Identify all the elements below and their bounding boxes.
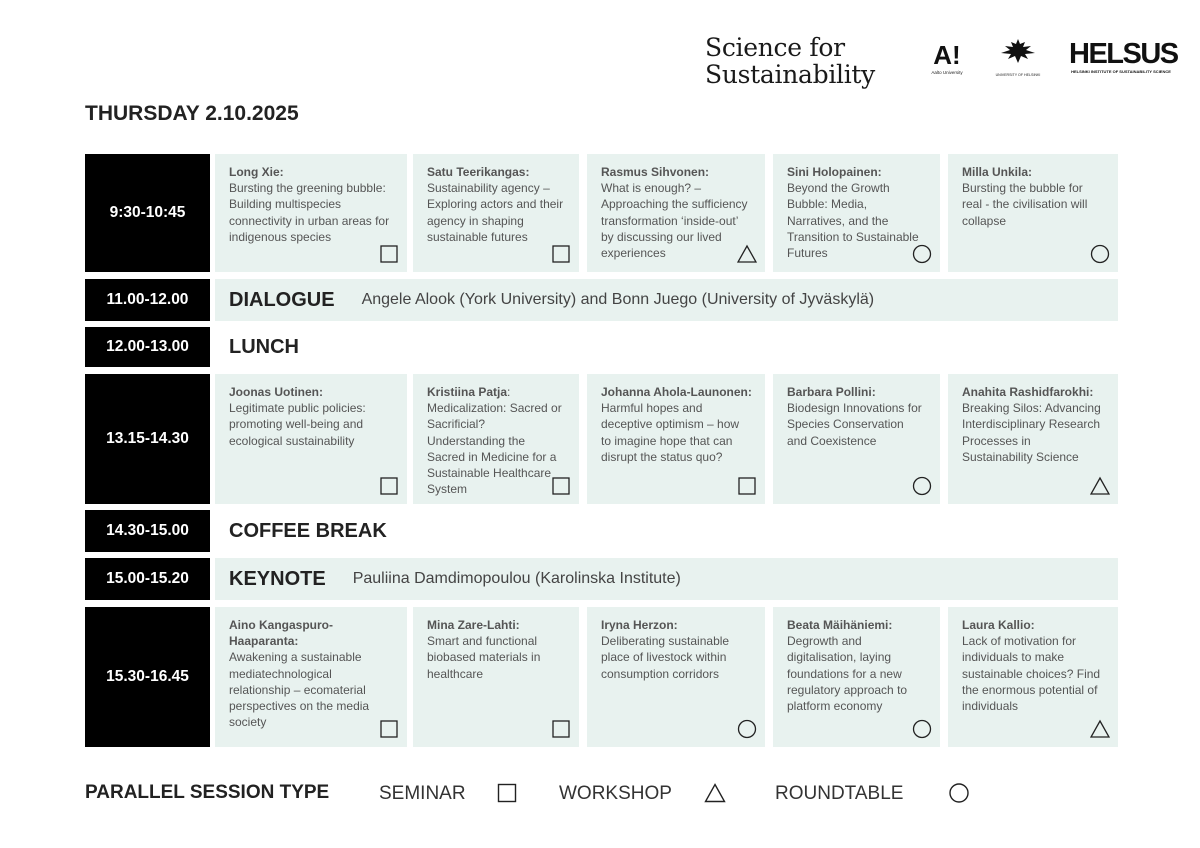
date-title: THURSDAY 2.10.2025 <box>85 102 299 125</box>
plenary-label: LUNCH <box>229 335 299 358</box>
time-slot: 12.00-13.00 <box>85 327 210 367</box>
time-slot: 9:30-10:45 <box>85 154 210 272</box>
plenary-description: Angele Alook (York University) and Bonn Juego (University of Jyväskylä) <box>361 291 875 308</box>
session-type-legend <box>85 780 1085 806</box>
university-of-helsinki-emblem-icon <box>1000 38 1036 64</box>
seminar-square-icon <box>551 719 571 739</box>
seminar-square-icon <box>551 476 571 496</box>
speaker-name: Aino Kangaspuro-Haaparanta: <box>229 618 333 649</box>
speaker-name: Beata Mäihäniemi: <box>787 618 893 632</box>
session-card <box>587 607 765 747</box>
speaker-name: Iryna Herzon: <box>601 618 678 632</box>
roundtable-circle-icon <box>737 719 757 739</box>
session-speaker <box>787 164 930 180</box>
workshop-triangle-icon <box>1090 719 1110 739</box>
time-slot: 14.30-15.00 <box>85 510 210 552</box>
seminar-square-icon <box>737 476 757 496</box>
plenary-band <box>215 327 1118 367</box>
speaker-name: Long Xie: <box>229 165 284 179</box>
roundtable-circle-icon <box>1090 244 1110 264</box>
session-speaker <box>962 617 1108 633</box>
roundtable-circle-icon <box>948 782 970 804</box>
session-card <box>587 154 765 272</box>
session-title: Medicalization: Sacred or Sacrificial? Understanding the Sacred in Medicine for a Sustainable Healthcare System <box>427 401 562 497</box>
plenary-label: DIALOGUE <box>229 288 335 311</box>
speaker-name: Mina Zare-Lahti: <box>427 618 520 632</box>
session-speaker <box>601 164 755 180</box>
session-speaker <box>601 617 755 633</box>
roundtable-circle-icon <box>912 244 932 264</box>
seminar-square-icon <box>379 719 399 739</box>
plenary-label: COFFEE BREAK <box>229 519 387 542</box>
seminar-square-icon <box>496 782 518 804</box>
session-speaker <box>962 164 1108 180</box>
session-title: Biodesign Innovations for Species Conservation and Coexistence <box>787 401 922 448</box>
university-of-helsinki-logo: UNIVERSITY OF HELSINKI <box>994 38 1042 77</box>
session-card <box>773 607 940 747</box>
legend-label-seminar: SEMINAR <box>379 783 466 804</box>
session-card <box>948 154 1118 272</box>
speaker-name: Johanna Ahola-Launonen: <box>601 385 752 399</box>
session-title: Legitimate public policies: promoting well-being and ecological sustainability <box>229 401 366 448</box>
speaker-name: Milla Unkila: <box>962 165 1033 179</box>
workshop-triangle-icon <box>1090 476 1110 496</box>
helsus-logo: HELSUS HELSINKI INSTITUTE OF SUSTAINABILITY SCIENCE <box>1069 38 1178 74</box>
time-slot: 15.00-15.20 <box>85 558 210 600</box>
seminar-square-icon <box>379 244 399 264</box>
session-title: Beyond the Growth Bubble: Media, Narratives, and the Transition to Sustainable Futures <box>787 181 919 261</box>
roundtable-circle-icon <box>912 719 932 739</box>
session-title: Sustainability agency – Exploring actors and their agency in shaping sustainable futures <box>427 181 564 244</box>
session-speaker <box>962 384 1108 400</box>
seminar-square-icon <box>551 244 571 264</box>
session-speaker <box>601 384 755 400</box>
session-speaker <box>427 617 569 633</box>
session-speaker <box>427 384 569 400</box>
speaker-name: Satu Teerikangas: <box>427 165 530 179</box>
workshop-triangle-icon <box>737 244 757 264</box>
legend-label-workshop: WORKSHOP <box>559 783 672 804</box>
speaker-name: Joonas Uotinen: <box>229 385 324 399</box>
session-card <box>773 374 940 504</box>
session-title: Awakening a sustainable mediatechnological relationship – ecomaterial perspectives on the media society <box>229 650 370 730</box>
session-card <box>413 607 579 747</box>
time-slot: 13.15-14.30 <box>85 374 210 504</box>
speaker-name: Laura Kallio: <box>962 618 1035 632</box>
speaker-name: Rasmus Sihvonen: <box>601 165 710 179</box>
session-speaker <box>787 384 930 400</box>
plenary-description: Pauliina Damdimopoulou (Karolinska Institute) <box>352 570 681 587</box>
seminar-square-icon <box>379 476 399 496</box>
speaker-suffix: : <box>507 385 511 399</box>
session-speaker <box>229 384 397 400</box>
session-card <box>587 374 765 504</box>
session-speaker <box>427 164 569 180</box>
session-card <box>215 374 407 504</box>
session-card <box>948 607 1118 747</box>
session-card <box>413 154 579 272</box>
session-title: Lack of motivation for individuals to make sustainable choices? Find the enormous potential of individuals <box>962 634 1101 714</box>
speaker-name: Sini Holopainen: <box>787 165 882 179</box>
plenary-band <box>215 279 1118 321</box>
speaker-name: Kristiina Patja <box>427 385 508 399</box>
legend-title: PARALLEL SESSION TYPE <box>85 782 330 803</box>
time-slot: 11.00-12.00 <box>85 279 210 321</box>
session-card <box>413 374 579 504</box>
plenary-band <box>215 510 1118 552</box>
session-card <box>773 154 940 272</box>
session-speaker <box>787 617 930 633</box>
time-slot: 15.30-16.45 <box>85 607 210 747</box>
session-title: What is enough? – Approaching the sufficiency transformation ‘inside-out’ by discussing our lived experiences <box>601 181 748 261</box>
session-speaker <box>229 164 397 180</box>
session-title: Harmful hopes and deceptive optimism – how to imagine hope that can disrupt the status quo? <box>601 401 740 464</box>
session-card <box>948 374 1118 504</box>
plenary-band <box>215 558 1118 600</box>
session-title: Bursting the bubble for real - the civilisation will collapse <box>962 181 1088 228</box>
roundtable-circle-icon <box>912 476 932 496</box>
session-title: Deliberating sustainable place of livestock within consumption corridors <box>601 634 730 681</box>
legend-label-roundtable: ROUNDTABLE <box>775 783 904 804</box>
session-title: Breaking Silos: Advancing Interdisciplinary Research Processes in Sustainability Science <box>962 401 1101 464</box>
session-card <box>215 154 407 272</box>
session-title: Bursting the greening bubble: Building multispecies connectivity in urban areas for indigenous species <box>229 181 390 244</box>
speaker-name: Barbara Pollini: <box>787 385 876 399</box>
session-title: Degrowth and digitalisation, laying foundations for a new regulatory approach to platform economy <box>787 634 908 714</box>
session-speaker <box>229 617 397 649</box>
plenary-label: KEYNOTE <box>229 567 326 590</box>
workshop-triangle-icon <box>704 782 726 804</box>
session-card <box>215 607 407 747</box>
science-for-sustainability-logo: Science for Sustainability <box>705 33 875 89</box>
speaker-name: Anahita Rashidfarokhi: <box>962 385 1094 399</box>
aalto-university-logo: A! Aalto University <box>931 40 963 75</box>
session-title: Smart and functional biobased materials in healthcare <box>427 634 541 681</box>
